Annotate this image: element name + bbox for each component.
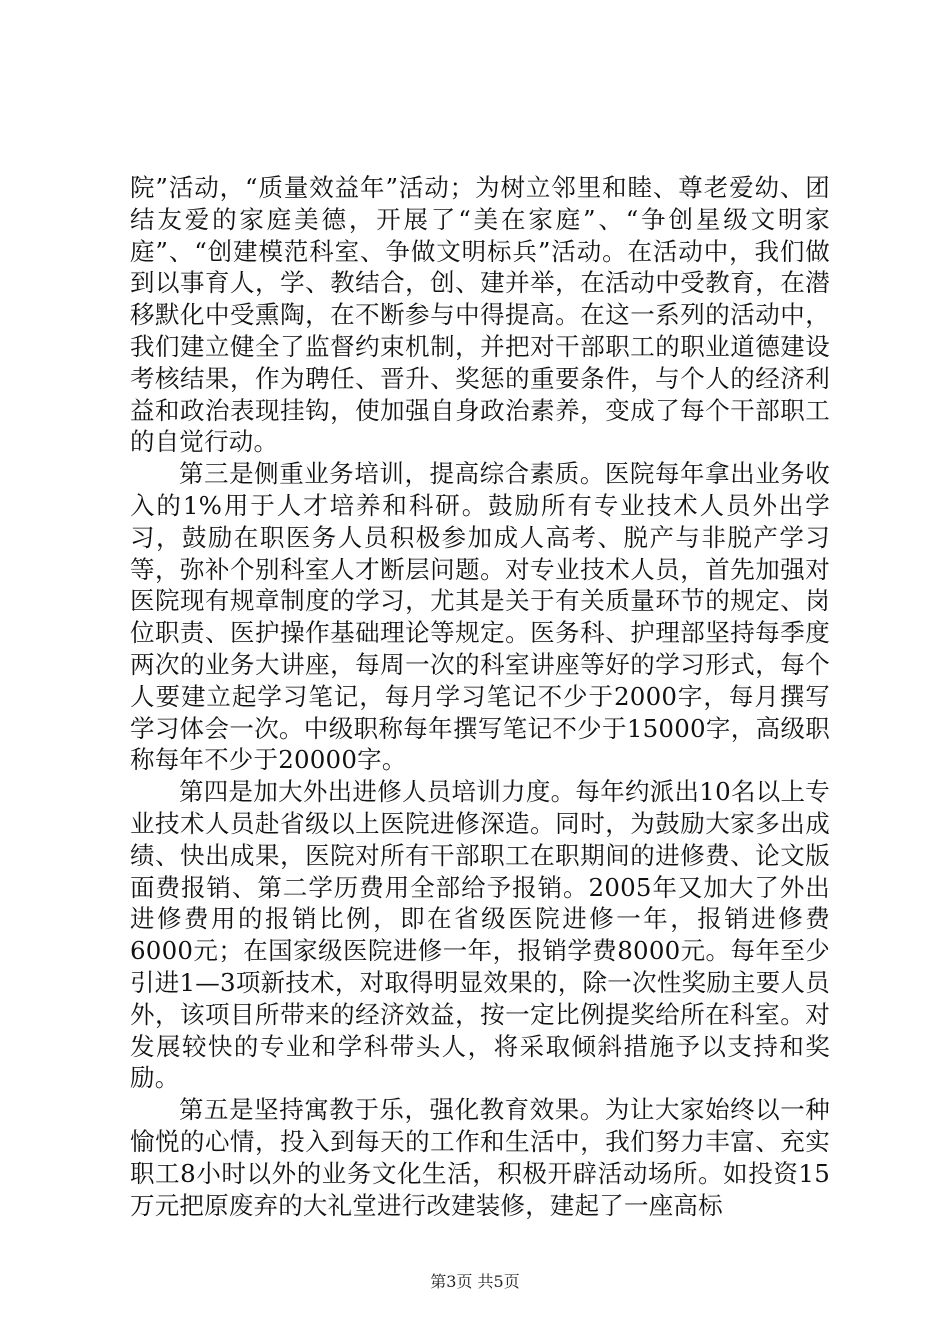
document-body — [130, 172, 830, 1221]
paragraph-3: 第四是加大外出进修人员培训力度。每年约派出10名以上专业技术人员赴省级以上医院进修深造。同时，为鼓励大家多出成绩、快出成果，医院对所有干部职工在职期间的进修费、论文版面费报销、第二学历费用全部给予报销。2005年又加大了外出进修费用的报销比例，即在省级医院进修一年，报销进修费6000元；在国家级医院进修一年，报销学费8000元。每年至少引进1—3项新技术，对取得明显效果的，除一次性奖励主要人员外，该项目所带来的经济效益，按一定比例提奖给所在科室。对发展较快的专业和学科带头人，将采取倾斜措施予以支持和奖励。 — [130, 777, 830, 1093]
page-footer: 第3页 共5页 — [430, 1272, 520, 1291]
paragraph-1: 院”活动，“质量效益年”活动；为树立邻里和睦、尊老爱幼、团结友爱的家庭美德，开展了“美在家庭”、“争创星级文明家庭”、“创建模范科室、争做文明标兵”活动。在活动中，我们做到以事育人，学、教结合，创、建并举，在活动中受教育，在潜移默化中受熏陶，在不断参与中得提高。在这一系列的活动中，我们建立健全了监督约束机制，并把对干部职工的职业道德建设考核结果，作为聘任、晋升、奖惩的重要条件，与个人的经济利益和政治表现挂钩，使加强自身政治素养，变成了每个干部职工的自觉行动。 — [130, 173, 830, 457]
paragraph-2: 第三是侧重业务培训，提高综合素质。医院每年拿出业务收入的1%用于人才培养和科研。鼓励所有专业技术人员外出学习，鼓励在职医务人员积极参加成人高考、脱产与非脱产学习等，弥补个别科室人才断层问题。对专业技术人员，首先加强对医院现有规章制度的学习，尤其是关于有关质量环节的规定、岗位职责、医护操作基础理论等规定。医务科、护理部坚持每季度两次的业务大讲座，每周一次的科室讲座等好的学习形式，每个人要建立起学习笔记，每月学习笔记不少于2000字，每月撰写学习体会一次。中级职称每年撰写笔记不少于15000字，高级职称每年不少于20000字。 — [130, 459, 830, 775]
paragraph-4: 第五是坚持寓教于乐，强化教育效果。为让大家始终以一种愉悦的心情，投入到每天的工作和生活中，我们努力丰富、充实职工8小时以外的业务文化生活，积极开辟活动场所。如投资15万元把原废弃的大礼堂进行改建装修，建起了一座高标 — [130, 1095, 830, 1220]
